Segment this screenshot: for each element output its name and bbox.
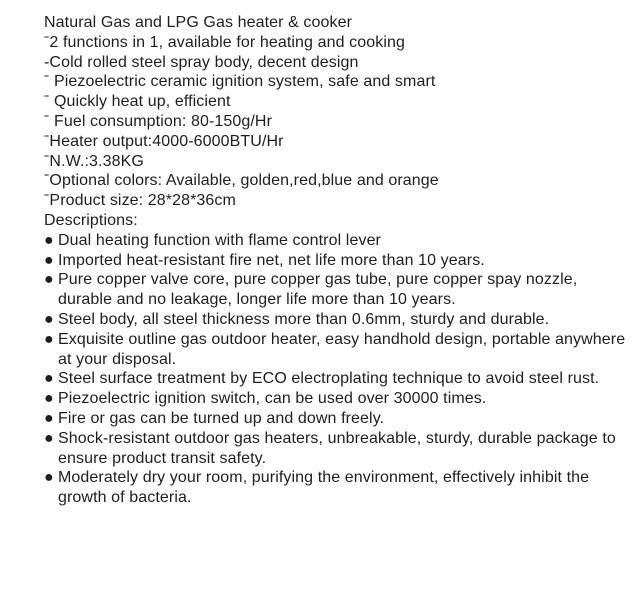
feature-item: ˉHeater output:4000-6000BTU/Hr (44, 132, 284, 150)
feature-item: ˉ Piezoelectric ceramic ignition system, safe and smart (44, 73, 436, 91)
bullet-icon: ● (44, 409, 54, 427)
description-text: Shock-resistant outdoor gas heaters, unbreakable, sturdy, durable package to ensure product transit safety. (58, 429, 616, 467)
description-text: Fire or gas can be turned up and down freely. (58, 409, 385, 427)
description-text: Imported heat-resistant fire net, net life more than 10 years. (58, 251, 485, 269)
bullet-icon: ● (44, 231, 54, 249)
feature-item: ˉ2 functions in 1, available for heating and cooking (44, 33, 405, 51)
product-title: Natural Gas and LPG Gas heater & cooker (44, 14, 353, 31)
description-text: Exquisite outline gas outdoor heater, easy handhold design, portable anywhere at your disposal. (58, 330, 626, 368)
description-list (44, 231, 634, 508)
product-spec-document (44, 13, 634, 508)
description-item (44, 330, 634, 370)
bullet-icon: ● (44, 330, 54, 348)
description-item (44, 231, 634, 251)
description-item (44, 429, 634, 469)
bullet-icon: ● (44, 429, 54, 447)
description-item (44, 468, 634, 508)
bullet-icon: ● (44, 251, 54, 269)
description-text: Piezoelectric ignition switch, can be used over 30000 times. (58, 390, 487, 408)
description-item (44, 369, 634, 389)
description-text: Steel surface treatment by ECO electroplating technique to avoid steel rust. (58, 370, 600, 388)
description-text: Steel body, all steel thickness more than 0.6mm, sturdy and durable. (58, 310, 550, 328)
bullet-icon: ● (44, 271, 54, 289)
feature-item: ˉ Fuel consumption: 80-150g/Hr (44, 112, 272, 130)
feature-item: -Cold rolled steel spray body, decent design (44, 53, 359, 71)
bullet-icon: ● (44, 310, 54, 328)
bullet-icon: ● (44, 390, 54, 408)
description-item (44, 310, 634, 330)
description-text: Moderately dry your room, purifying the environment, effectively inhibit the growth of bacteria. (58, 469, 590, 507)
description-text: Pure copper valve core, pure copper gas tube, pure copper spay nozzle, durable and no leakage, longer life more than 10 years. (58, 271, 578, 309)
feature-item: ˉOptional colors: Available, golden,red,blue and orange (44, 172, 439, 190)
feature-item: ˉProduct size: 28*28*36cm (44, 192, 236, 210)
feature-item: ˉN.W.:3.38KG (44, 152, 144, 170)
feature-list (44, 33, 634, 211)
descriptions-heading: Descriptions: (44, 211, 138, 229)
description-item (44, 389, 634, 409)
feature-item: ˉ Quickly heat up, efficient (44, 93, 231, 111)
description-item (44, 409, 634, 429)
bullet-icon: ● (44, 469, 54, 487)
description-item (44, 251, 634, 271)
description-item (44, 270, 634, 310)
bullet-icon: ● (44, 370, 54, 388)
description-text: Dual heating function with flame control lever (58, 231, 381, 249)
